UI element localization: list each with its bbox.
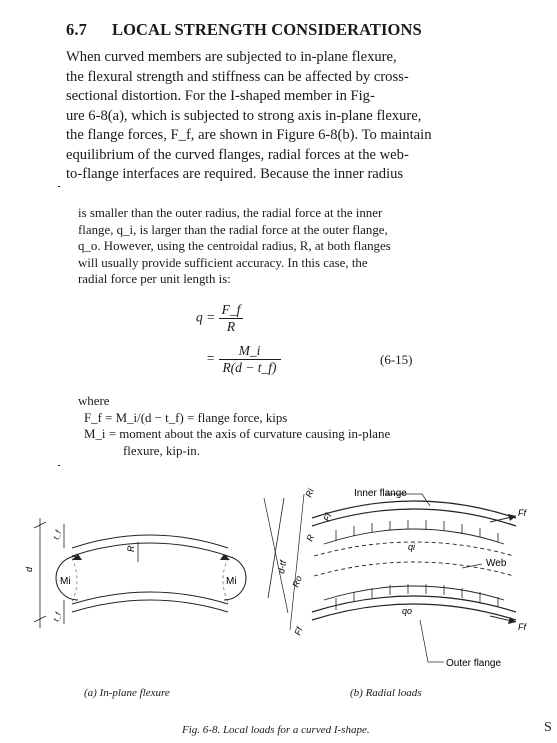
text-line: ure 6-8(a), which is subjected to strong axis in-plane flexure, <box>66 107 422 124</box>
fraction-denominator: R(d − t_f) <box>222 360 277 375</box>
text-line: radial force per unit length is: <box>78 272 231 287</box>
equation-lhs: q = <box>196 309 216 325</box>
label-ri: Ri <box>303 487 316 499</box>
text-line: q_o. However, using the centroidal radius, R, at both flanges <box>78 239 391 254</box>
fraction-ff-over-r <box>219 302 244 335</box>
label-tf-bottom: t_f <box>51 611 63 623</box>
label-d-minus-tf: d-tf <box>276 559 289 575</box>
paragraph-2 <box>78 205 416 288</box>
label-mi-right: Mi <box>226 576 237 587</box>
label-qi: qi <box>408 542 416 552</box>
text-line: will usually provide sufficient accuracy. In this case, the <box>78 255 368 270</box>
fraction-numerator: M_i <box>219 343 281 360</box>
section-title: LOCAL STRENGTH CONSIDERATIONS <box>112 20 422 39</box>
text-line: to-flange interfaces are required. Because the inner radius <box>66 166 404 182</box>
label-ff-right-top: Ff <box>518 508 526 518</box>
label-outer-flange: Outer flange <box>446 658 502 669</box>
label-qo: qo <box>402 606 413 616</box>
equation-number: (6-15) <box>380 352 413 367</box>
text-line: When curved members are subjected to in-plane flexure, <box>66 49 397 65</box>
figure-caption: Fig. 6-8. Local loads for a curved I-shape. <box>182 724 370 736</box>
text-line: is smaller than the outer radius, the radial force at the inner <box>78 206 383 220</box>
definition-mi: M_i = moment about the axis of curvature causing in-plane <box>84 427 391 442</box>
margin-letter: S <box>544 720 552 735</box>
figure-a-in-plane-flexure <box>20 500 252 670</box>
label-d: d <box>24 566 34 572</box>
equation-equals: = <box>206 350 216 366</box>
fraction-denominator: R <box>226 319 236 334</box>
definition-ff: F_f = M_i/(d − t_f) = flange force, kips <box>84 410 288 425</box>
label-inner-flange: Inner flange <box>354 488 407 499</box>
where-block <box>78 393 438 459</box>
text-line: the flexural strength and stiffness can be affected by cross- <box>66 68 409 85</box>
section-heading <box>66 20 422 40</box>
fraction-mi-over-rdtf <box>219 343 281 376</box>
section-number: 6.7 <box>66 20 87 39</box>
text-line: the flange forces, F_f, are shown in Figure 6-8(b). To maintain <box>66 127 432 143</box>
label-web: Web <box>486 558 507 569</box>
label-ff-top-left: Ff <box>321 511 334 523</box>
label-ro: Ro <box>290 574 304 589</box>
text-line: equilibrium of the curved flanges, radial forces at the web- <box>66 146 409 163</box>
label-r-b: R <box>304 533 317 543</box>
label-mi-left: Mi <box>60 576 71 587</box>
figure-b-radial-loads <box>254 478 544 678</box>
label-tf-top: t_f <box>51 529 63 541</box>
scan-mark <box>58 186 60 187</box>
fraction-numerator: F_f <box>219 302 244 319</box>
label-ff-right-bottom: Ff <box>518 622 526 632</box>
caption-b: (b) Radial loads <box>350 687 422 699</box>
text-line: sectional distortion. For the I-shaped member in Fig- <box>66 88 375 104</box>
paragraph-1 <box>66 48 522 185</box>
equation-line-1 <box>196 302 243 335</box>
text-line: flange, q_i, is larger than the radial force at the outer flange, <box>78 222 388 237</box>
caption-a: (a) In-plane flexure <box>84 687 170 699</box>
label-ff-bottom-left: Ff <box>292 625 305 637</box>
where-label: where <box>78 394 110 408</box>
definition-mi-cont: flexure, kip-in. <box>123 443 200 458</box>
scan-mark <box>58 465 60 466</box>
equation-line-2 <box>206 343 281 376</box>
label-r: R <box>126 545 136 552</box>
